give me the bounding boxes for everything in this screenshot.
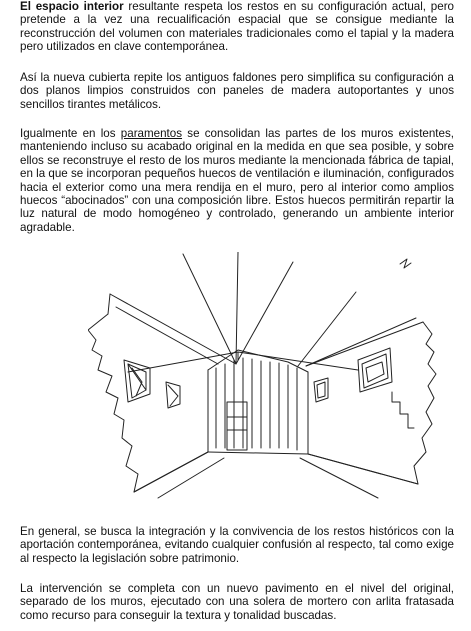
paragraph-integracion — [20, 525, 454, 565]
paragraph-text-before: Igualmente en los — [20, 127, 121, 140]
paragraph-pavimento — [20, 582, 454, 622]
paragraph-paramentos — [20, 127, 454, 234]
interior-perspective-sketch — [88, 252, 438, 502]
underlined-term: paramentos — [120, 127, 183, 140]
bold-lead: El espacio interior — [20, 0, 124, 13]
paragraph-espacio-interior — [20, 0, 454, 54]
paragraph-cubierta — [20, 71, 454, 111]
paragraph-text: Así la nueva cubierta repite los antiguos faldones pero simplifica su configuración a dos planos limpios construidos con paneles de madera autoportantes y unos sencillos tirantes metálicos. — [20, 71, 454, 111]
paragraph-text: resultante respeta los restos en su configuración actual, pero pretende a la vez una recualificación espacial que se consigue mediante la reconstrucción del volumen con materiales tradicionales como el tapial y la madera pero utilizados en clave contemporánea. — [20, 0, 455, 54]
paragraph-text: La intervención se completa con un nuevo pavimento en el nivel del original, separado de los muros, ejecutado con una solera de mortero con arlita fratasada como recurso para conseguir la textura y tonalidad buscadas. — [20, 582, 454, 622]
paragraph-text-after: se consolidan las partes de los muros existentes, manteniendo incluso su acabado original en la medida en que sea posible, y sobre ellos se reconstruye el resto de los muros mediante la mencionada fábrica de tapial, en la que se incorporan pequeños huecos de ventilación e iluminación, configurados hacia el exterior como una mera rendija en el muro, pero al interior como amplios huecos “abocinados” con una composición libre. Estos huecos permitirán repartir la luz natural de modo homogéneo y controlado, generando un ambiente interior agradable. — [20, 127, 454, 234]
paragraph-text: En general, se busca la integración y la convivencia de los restos históricos con la aportación contemporánea, evitando cualquier confusión al respecto, tal como exige al respecto la legislación sobre patrimonio. — [20, 525, 454, 565]
